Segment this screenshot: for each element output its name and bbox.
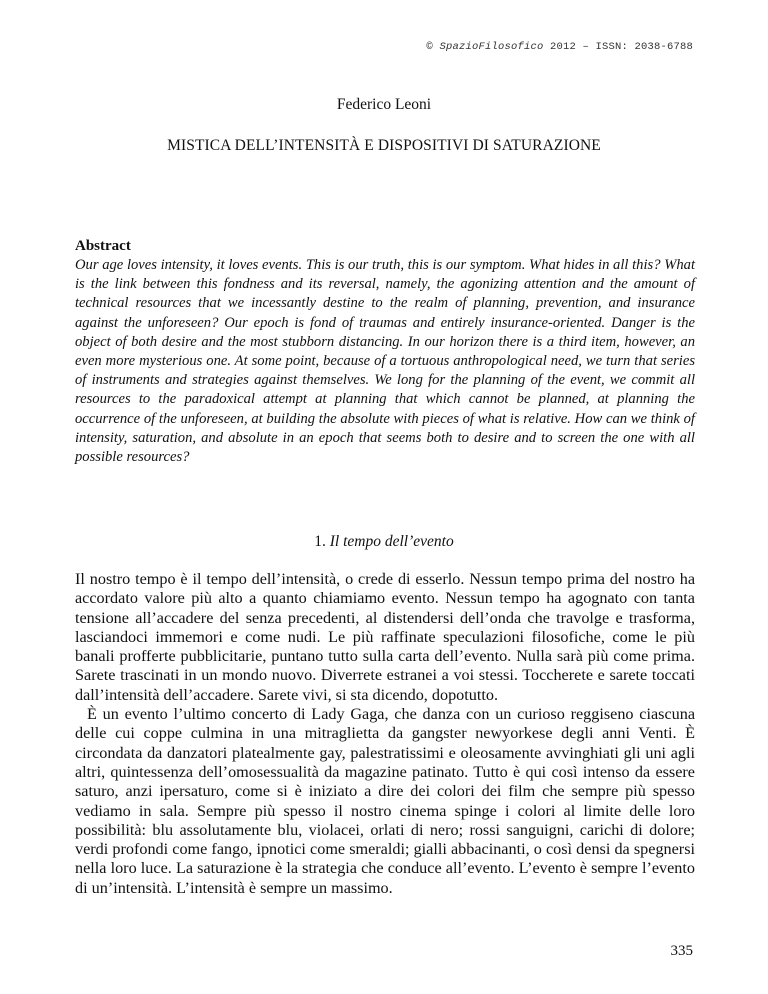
header-journal-name: SpazioFilosofico — [439, 41, 544, 53]
body-text — [75, 570, 695, 898]
paragraph: Il nostro tempo è il tempo dell’intensità, o crede di esserlo. Nessun tempo prima del nostro ha accordato valore più alto a quanto chiamiamo evento. Nessun tempo ha agognato con tanta tensione all’accadere del senza precedenti, al distendersi dell’onda che travolge e trasforma, lasciandoci immemori e come nudi. Le più raffinate speculazioni filosofiche, come le più banali profferte pubblicitarie, puntano tutto sulla carta dell’evento. Nulla sarà più come prima. Sarete trascinati in un mondo nuovo. Diverrete estranei a voi stessi. Toccherete e sarete toccati dall’intensità dell’accadere. Sarete vivi, si sta dicendo, dopotutto. — [75, 570, 695, 704]
header-issn: 2012 – ISSN: 2038-6788 — [543, 41, 693, 53]
header-copyright: © — [426, 41, 440, 53]
abstract-text: Our age loves intensity, it loves events. This is our truth, this is our symptom. What hides in all this? What is the link between this fondness and its reversal, namely, the agonizing attention and the amount of technical resources that we incessantly destine to the realm of planning, prevention, and insurance against the unforeseen? Our epoch is fond of traumas and entirely insurance-oriented. Danger is the object of both desire and the most stubborn distancing. In our horizon there is a third item, however, an even more mysterious one. At some point, because of a tortuous anthropological need, we turn that series of instruments and strategies against themselves. We long for the planning of the event, we commit all resources to the paradoxical attempt at planning that which cannot be planned, at planning the occurrence of the unforeseen, at building the absolute with pieces of what is relative. How can we think of intensity, saturation, and absolute in an epoch that seems both to desire and to screen the one with all possible resources? — [75, 257, 695, 466]
section-number: 1. — [314, 533, 330, 550]
abstract-heading: Abstract — [75, 238, 131, 254]
section-heading — [0, 533, 768, 551]
abstract-section — [75, 237, 695, 467]
running-header — [426, 41, 693, 53]
page-number: 335 — [670, 943, 693, 959]
paragraph: È un evento l’ultimo concerto di Lady Gaga, che danza con un curioso reggiseno ciascuna delle cui coppe culmina in una mitraglietta da gangster newyorkese degli anni Venti. È circondata da danzatori platealmente gay, palestratissimi e oleosamente avvinghiati gli uni agli altri, quintessenza dell’omosessualità da magazine patinato. Tutto è qui così intenso da essere saturo, anzi ipersaturo, come si è iniziato a dire dei colori dei film che sempre più spesso vediamo in sala. Sempre più spesso il nostro cinema spinge i colori al limite delle loro possibilità: blu assolutamente blu, violacei, orlati di nero; rossi sanguigni, carichi di dolore; verdi profondi come fango, ipnotici come smeraldi; gialli abbacinanti, o così densi da spegnersi nella loro luce. La saturazione è la strategia che conduce all’evento. L’evento è sempre l’evento di un’intensità. L’intensità è sempre un massimo. — [75, 705, 695, 897]
paper-title: MISTICA DELL’INTENSITÀ E DISPOSITIVI DI SATURAZIONE — [167, 137, 601, 154]
section-name: Il tempo dell’evento — [329, 533, 454, 550]
author-name: Federico Leoni — [336, 96, 432, 113]
